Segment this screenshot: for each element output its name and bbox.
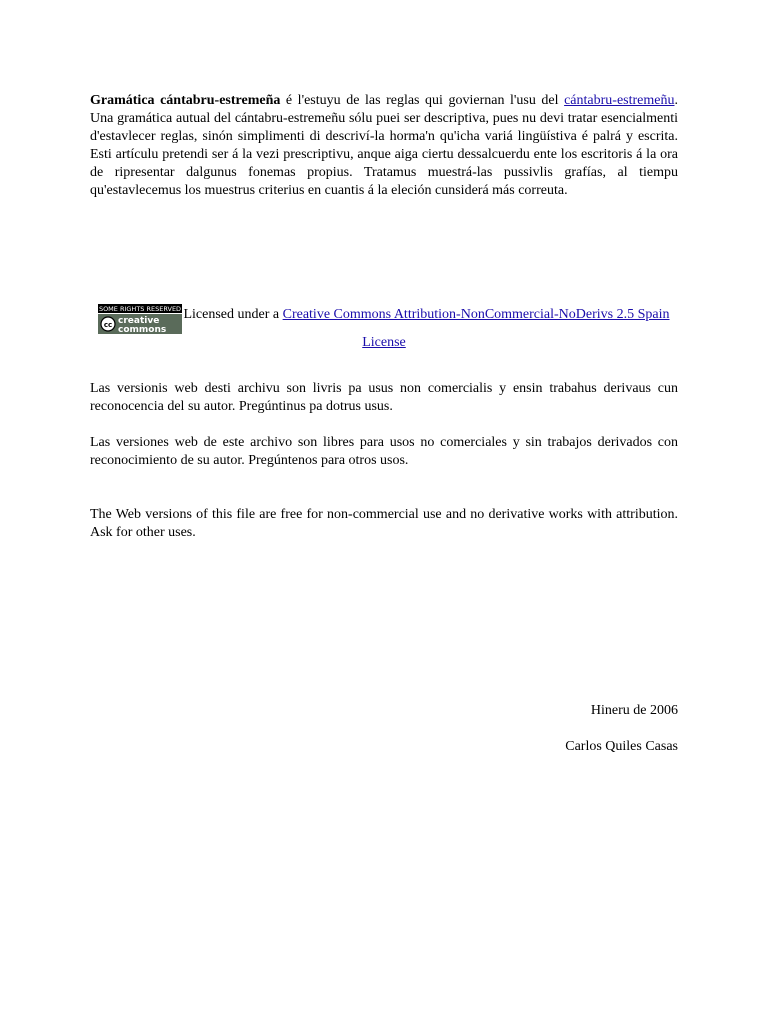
notice-cantabru: Las versionis web desti archivu son livris pa usus non comercialis y ensin trabahus derivaus cun reconocencia del su autor. Pregúntinus pa dotrus usus.: [90, 381, 678, 414]
intro-title: Gramática cántabru-estremeña: [90, 93, 281, 108]
badge-commons-text: commons: [118, 325, 167, 334]
cantabru-estremenu-link[interactable]: cántabru-estremeñu: [564, 93, 675, 108]
intro-text-before-link: é l'estuyu de las reglas qui goviernan l'usu del: [280, 93, 565, 108]
intro-text-after-link: . Una gramática autual del cántabru-estremeñu sólu puei ser descriptiva, pues nu devi tratar esencialmenti d'estavlecer reglas, sinón simplimenti di descriví-la horma'n qu'icha variá lingüístiva é palrá y escrita. Esti artículu pretendi ser á la vezi prescriptivu, anque aiga ciertu dessalcuerdu ente los escritoris á la ora de ripresentar dalgunus fonemas propius. Tratamus muestrá-las pussivlis grafías, al tiempu qu'estavlecemus los muestrus criterius en cuantis á la eleción cunsiderá más correuta.: [90, 93, 678, 198]
license-prefix: Licensed under a: [183, 307, 283, 322]
badge-creative-text: creative: [118, 316, 160, 326]
license-link[interactable]: Creative Commons Attribution-NonCommercial-NoDerivs 2.5 Spain License: [282, 307, 670, 350]
intro-paragraph: [90, 92, 678, 200]
badge-rights-text: SOME RIGHTS RESERVED: [99, 305, 182, 313]
svg-text:cc: cc: [104, 321, 113, 329]
license-line: [90, 306, 678, 352]
signature-date: Hineru de 2006: [590, 703, 678, 718]
signature-author: Carlos Quiles Casas: [565, 739, 678, 754]
license-block: [90, 306, 678, 352]
document-page: [90, 92, 678, 756]
creative-commons-badge-icon[interactable]: [98, 304, 182, 334]
notice-spanish: Las versiones web de este archivo son libres para usos no comerciales y sin trabajos derivados con reconocimiento de su autor. Pregúntenos para otros usos.: [90, 435, 678, 468]
notice-english: The Web versions of this file are free for non-commercial use and no derivative works with attribution. Ask for other uses.: [90, 507, 678, 540]
